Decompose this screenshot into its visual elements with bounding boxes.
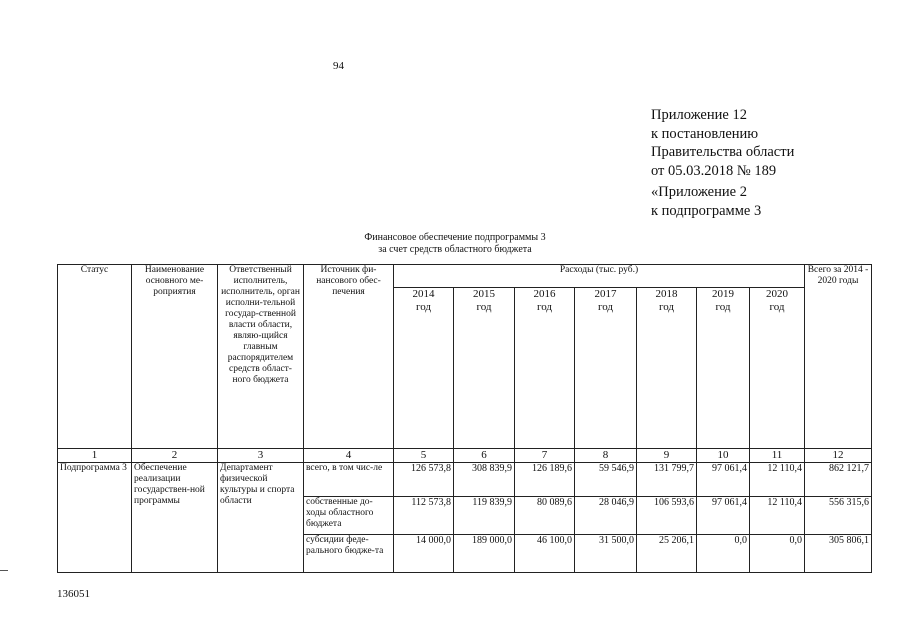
total-cell: 556 315,6 (805, 497, 872, 535)
value-cell: 97 061,4 (697, 497, 750, 535)
header-year (394, 288, 454, 449)
document-code: 136051 (57, 588, 90, 600)
appendix-line: Правительства области (651, 144, 795, 160)
header-total: Всего за 2014 - 2020 годы (805, 265, 872, 449)
header-year (697, 288, 750, 449)
column-index: 1 (58, 449, 132, 463)
year-unit: год (415, 301, 432, 313)
year-value: 2019 (712, 288, 734, 300)
year-value: 2018 (655, 288, 678, 300)
source-cell: всего, в том чис-ле (304, 463, 394, 497)
appendix-line: к подпрограмме 3 (651, 202, 762, 219)
year-value: 2016 (533, 288, 556, 300)
header-year (750, 288, 805, 449)
header-expenses: Расходы (тыс. руб.) (394, 265, 805, 288)
column-index-row (58, 449, 872, 463)
year-value: 2014 (412, 288, 435, 300)
value-cell: 97 061,4 (697, 463, 750, 497)
appendix-subheader (651, 183, 761, 220)
column-index: 6 (454, 449, 515, 463)
value-cell: 28 046,9 (575, 497, 637, 535)
column-index: 12 (805, 449, 872, 463)
column-index: 8 (575, 449, 637, 463)
value-cell: 189 000,0 (454, 535, 515, 573)
value-cell: 112 573,8 (394, 497, 454, 535)
status-cell: Подпрограмма 3 (58, 463, 132, 573)
value-cell: 59 546,9 (575, 463, 637, 497)
value-cell: 308 839,9 (454, 463, 515, 497)
column-index: 3 (218, 449, 304, 463)
value-cell: 119 839,9 (454, 497, 515, 535)
column-index: 7 (515, 449, 575, 463)
budget-table (57, 264, 872, 573)
value-cell: 126 573,8 (394, 463, 454, 497)
appendix-line: к постановлению (651, 125, 759, 142)
appendix-line: «Приложение 2 (651, 184, 747, 200)
total-cell: 305 806,1 (805, 535, 872, 573)
value-cell: 25 206,1 (637, 535, 697, 573)
column-index: 2 (132, 449, 218, 463)
header-status: Статус (58, 265, 132, 449)
page-number: 94 (333, 60, 344, 72)
value-cell: 12 110,4 (750, 463, 805, 497)
year-unit: год (597, 301, 614, 313)
header-executor: Ответственный исполнитель, исполнитель, орган исполни-тельной государ-ственной власти области, являю-щийся главным распорядителем средств област-ного бюджета (218, 265, 304, 449)
value-cell: 12 110,4 (750, 497, 805, 535)
executor-cell: Департамент физической культуры и спорта области (218, 463, 304, 573)
column-index: 5 (394, 449, 454, 463)
header-row (58, 265, 872, 288)
title-line: за счет средств областного бюджета (378, 244, 532, 255)
title-line: Финансовое обеспечение подпрограммы 3 (364, 232, 546, 243)
document-title (255, 232, 655, 256)
value-cell: 14 000,0 (394, 535, 454, 573)
year-unit: год (476, 301, 492, 313)
column-index: 4 (304, 449, 394, 463)
year-value: 2020 (766, 288, 788, 300)
year-unit: год (536, 301, 553, 313)
appendix-header (651, 106, 794, 180)
column-index: 10 (697, 449, 750, 463)
total-cell: 862 121,7 (805, 463, 872, 497)
activity-cell: Обеспечение реализации государствен-ной программы (132, 463, 218, 573)
value-cell: 126 189,6 (515, 463, 575, 497)
year-unit: год (715, 301, 731, 313)
value-cell: 0,0 (750, 535, 805, 573)
year-unit: год (658, 301, 675, 313)
header-year (454, 288, 515, 449)
source-cell: собственные до-ходы областного бюджета (304, 497, 394, 535)
value-cell: 46 100,0 (515, 535, 575, 573)
source-cell: субсидии феде-рального бюдже-та (304, 535, 394, 573)
header-source: Источник фи-нансового обес-печения (304, 265, 394, 449)
appendix-line: от 05.03.2018 № 189 (651, 162, 777, 179)
header-year (515, 288, 575, 449)
header-year (637, 288, 697, 449)
value-cell: 31 500,0 (575, 535, 637, 573)
margin-mark (0, 570, 8, 571)
header-year (575, 288, 637, 449)
year-value: 2015 (473, 288, 495, 300)
appendix-line: Приложение 12 (651, 107, 747, 123)
value-cell: 131 799,7 (637, 463, 697, 497)
value-cell: 106 593,6 (637, 497, 697, 535)
table-row (58, 463, 872, 497)
column-index: 9 (637, 449, 697, 463)
value-cell: 80 089,6 (515, 497, 575, 535)
year-unit: год (769, 301, 785, 313)
year-value: 2017 (594, 288, 617, 300)
column-index: 11 (750, 449, 805, 463)
header-activity: Наименование основного ме-роприятия (132, 265, 218, 449)
value-cell: 0,0 (697, 535, 750, 573)
